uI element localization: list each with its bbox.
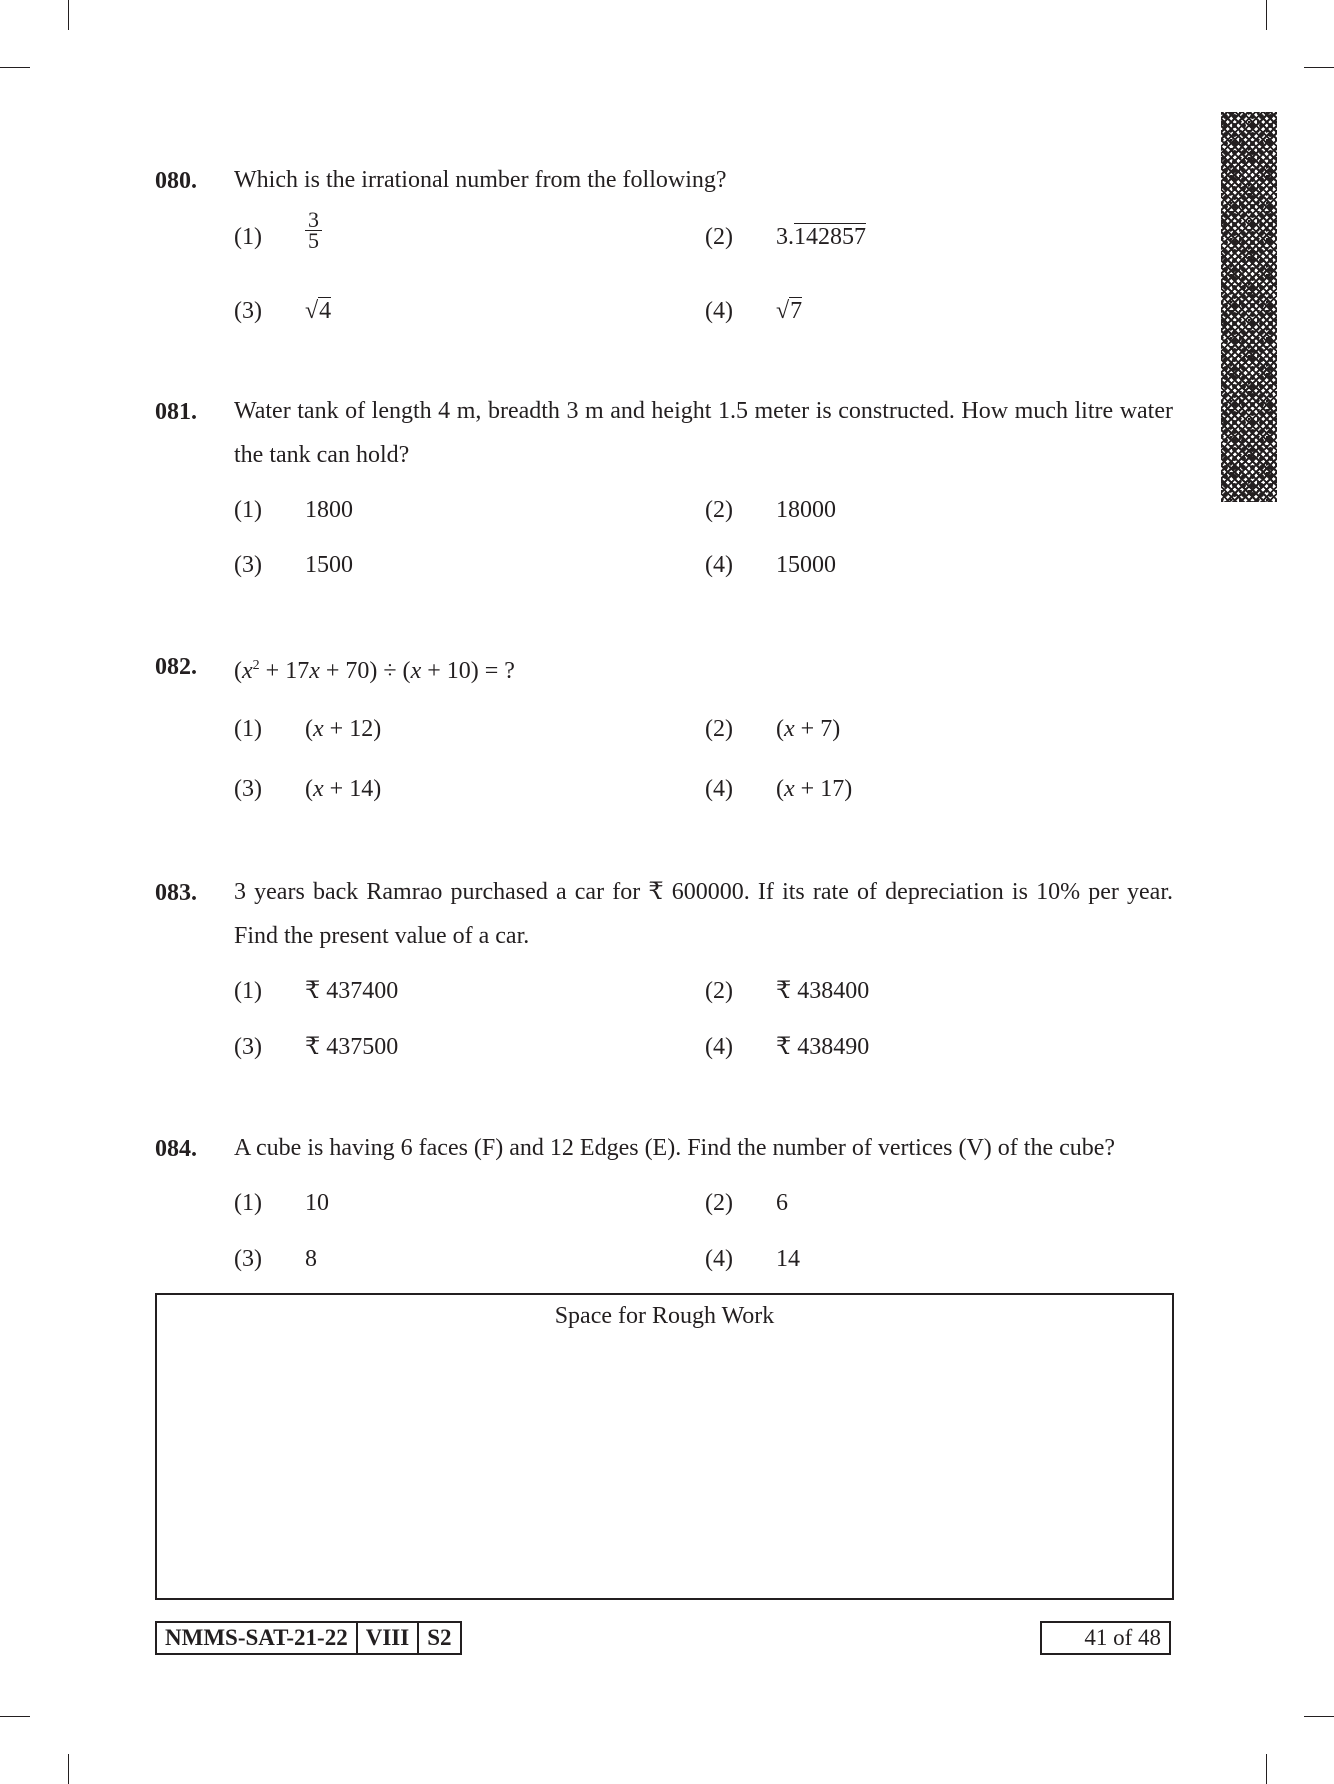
option-value [305, 207, 322, 253]
question-text: Which is the irrational number from the following? [234, 167, 727, 193]
option-label: (3) [234, 1246, 262, 1272]
crop-mark [68, 0, 69, 30]
option-value: ₹ 438400 [776, 978, 870, 1004]
option-label: (4) [705, 1034, 733, 1060]
expr-part: + 17) [794, 776, 853, 802]
option-label: (1) [234, 978, 262, 1004]
fraction-denominator: 5 [308, 228, 319, 253]
paren: ( [776, 716, 784, 742]
question-number: 081. [155, 399, 197, 425]
expr-part: + 17 [259, 658, 310, 684]
set-code: S2 [427, 1625, 452, 1650]
option-label: (4) [705, 298, 733, 324]
fraction-numerator: 3 [305, 210, 322, 231]
option-label: (3) [234, 776, 262, 802]
expr-var: x [309, 658, 320, 684]
option-label: (2) [705, 224, 733, 250]
option-label: (1) [234, 224, 262, 250]
radicand: 4 [319, 298, 332, 324]
expr-part: ( [234, 658, 242, 684]
question-text [234, 644, 1173, 693]
option-label: (2) [705, 497, 733, 523]
option-value: ₹ 437400 [305, 978, 399, 1004]
expr-var: x [410, 658, 422, 684]
expr-part: + 7) [794, 716, 841, 742]
crop-mark [0, 67, 30, 68]
expr-var: x [242, 658, 253, 684]
option-label: (3) [234, 1034, 262, 1060]
option-value [305, 774, 381, 804]
expr-exponent: 2 [252, 658, 260, 673]
option-label: (1) [234, 497, 262, 523]
fraction [305, 207, 322, 253]
option-value [776, 714, 840, 744]
paren: ( [305, 776, 313, 802]
option-label: (3) [234, 298, 262, 324]
crop-mark [1304, 1716, 1334, 1717]
option-value [776, 222, 866, 252]
expr-var: x [784, 776, 795, 802]
option-value: 1800 [305, 497, 353, 523]
crop-mark [68, 1754, 69, 1784]
repeating-digits: 142857 [794, 224, 866, 250]
crop-mark [1304, 67, 1334, 68]
radicand: 7 [790, 298, 803, 324]
crop-mark [0, 1716, 30, 1717]
rough-work-title: Space for Rough Work [554, 1303, 775, 1329]
crop-mark [1266, 1754, 1267, 1784]
expr-part: + 70) ÷ ( [319, 658, 411, 684]
option-label: (3) [234, 552, 262, 578]
option-label: (4) [705, 1246, 733, 1272]
option-value [305, 714, 381, 744]
option-label: (4) [705, 776, 733, 802]
option-value: 1500 [305, 552, 353, 578]
option-label: (2) [705, 716, 733, 742]
crop-mark [1266, 0, 1267, 30]
expr-var: x [784, 716, 795, 742]
sqrt-icon: √ [776, 298, 790, 324]
option-value: 14 [776, 1246, 800, 1272]
expr-part: + 14) [323, 776, 382, 802]
expr-var: x [313, 776, 324, 802]
decorative-side-pattern [1221, 112, 1277, 502]
question-number: 083. [155, 880, 197, 906]
exam-code: NMMS-SAT-21-22 [157, 1623, 358, 1653]
option-value [305, 296, 331, 326]
paren: ( [305, 716, 313, 742]
option-value: 15000 [776, 552, 836, 578]
expr-part: + 12) [323, 716, 382, 742]
option-value: 18000 [776, 497, 836, 523]
option-value: 10 [305, 1190, 329, 1216]
footer-code-box [155, 1621, 462, 1655]
option-value [776, 296, 802, 326]
expr-part: + 10) = ? [421, 658, 515, 684]
question-number: 080. [155, 168, 197, 194]
option-label: (2) [705, 1190, 733, 1216]
option-label: (1) [234, 716, 262, 742]
question-number: 082. [155, 654, 197, 680]
sqrt-icon: √ [305, 298, 319, 324]
paren: ( [776, 776, 784, 802]
question-text: A cube is having 6 faces (F) and 12 Edges (E). Find the number of vertices (V) of the cube? [234, 1135, 1116, 1161]
question-text: 3 years back Ramrao purchased a car for ₹ 600000. If its rate of depreciation is 10% per year. Find the present value of a car. [234, 879, 1173, 949]
option-value [776, 774, 852, 804]
option-value: 6 [776, 1190, 788, 1216]
option-value: ₹ 438490 [776, 1034, 870, 1060]
option-label: (2) [705, 978, 733, 1004]
question-text: Water tank of length 4 m, breadth 3 m and height 1.5 meter is constructed. How much litre water the tank can hold? [234, 398, 1173, 468]
expr-var: x [313, 716, 324, 742]
decimal-prefix: 3. [776, 224, 794, 250]
question-number: 084. [155, 1136, 197, 1162]
option-value: ₹ 437500 [305, 1034, 399, 1060]
option-label: (4) [705, 552, 733, 578]
rough-work-box[interactable] [155, 1293, 1174, 1600]
standard: VIII [358, 1623, 419, 1653]
option-value: 8 [305, 1246, 317, 1272]
page-number: 41 of 48 [1040, 1621, 1171, 1655]
option-label: (1) [234, 1190, 262, 1216]
